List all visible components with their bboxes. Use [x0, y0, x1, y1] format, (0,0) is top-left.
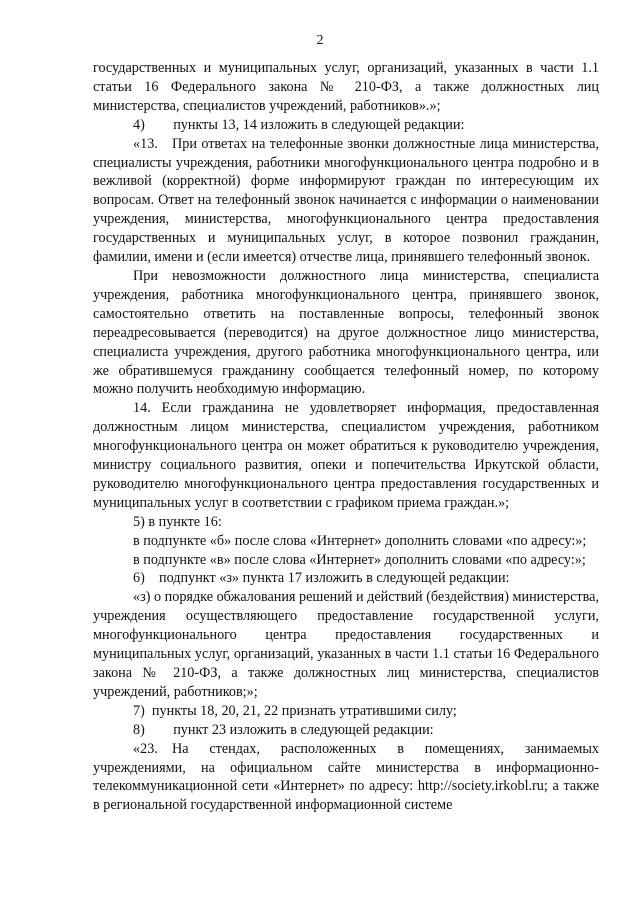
paragraph-clause-23: «23. На стендах, расположенных в помещениях, занимаемых учреждениями, на официальном сайте министерства в информационно-телекоммуникационной сети «Интернет» по адресу: http://society.irkobl.ru; а также в региональной государственной информационной системе	[93, 740, 599, 814]
document-body	[93, 59, 599, 815]
paragraph-subitem-v: в подпункте «в» после слова «Интернет» дополнить словами «по адресу:»;	[133, 551, 586, 568]
paragraph-item-4: 4) пункты 13, 14 изложить в следующей редакции:	[133, 116, 465, 133]
paragraph-item-7: 7) пункты 18, 20, 21, 22 признать утратившими силу;	[133, 702, 457, 719]
page-number: 2	[316, 33, 324, 48]
paragraph-subitem-b: в подпункте «б» после слова «Интернет» дополнить словами «по адресу:»;	[133, 532, 587, 549]
paragraph-item-8: 8) пункт 23 изложить в следующей редакции:	[133, 721, 434, 738]
paragraph-item-6: 6) подпункт «з» пункта 17 изложить в следующей редакции:	[133, 570, 510, 587]
paragraph-item-5: 5) в пункте 16:	[133, 513, 222, 530]
paragraph-continuation: государственных и муниципальных услуг, организаций, указанных в части 1.1 статьи 16 Федерального закона № 210-ФЗ, а также должностных лиц министерства, специалистов учреждений, работников».»;	[93, 60, 599, 114]
paragraph-clause-14: 14. Если гражданина не удовлетворяет информация, предоставленная должностным лицом министерства, специалистом учреждения, работником многофункционального центра он может обратиться к руководителю учреждения, министру социального развития, опеки и попечительства Иркутской области, руководителю многофункционального центра предоставления государственных и муниципальных услуг в соответствии с графиком приема граждан.»;	[93, 400, 599, 511]
paragraph-clause-13: «13. При ответах на телефонные звонки должностные лица министерства, специалисты учреждения, работники многофункционального центра подробно и в вежливой (корректной) форме информируют граждан по интересующим их вопросам. Ответ на телефонный звонок начинается с информации о наименовании учреждения, министерства, многофункционального центра предоставления государственных и муниципальных услуг, в которое позвонил гражданин, фамилии, имени и (если имеется) отчестве лица, принявшего телефонный звонок.	[93, 135, 599, 266]
paragraph-subitem-z: «з) о порядке обжалования решений и действий (бездействия) министерства, учреждения осуществляющего предоставление государственной услуги, многофункционального центра предоставления государственных и муниципальных услуг, организаций, указанных в части 1.1 статьи 16 Федерального закона № 210-ФЗ, а также должностных лиц министерства, специалистов учреждений, работников;»;	[93, 589, 599, 700]
paragraph-clause-13-part-2: При невозможности должностного лица министерства, специалиста учреждения, работника многофункционального центра, принявшего звонок, самостоятельно ответить на поставленные вопросы, телефонный звонок переадресовывается (переводится) на другое должностное лицо министерства, специалиста учреждения, другого работника многофункционального центра, или же обратившемуся гражданину сообщается телефонный номер, по которому можно получить необходимую информацию.	[93, 267, 599, 398]
